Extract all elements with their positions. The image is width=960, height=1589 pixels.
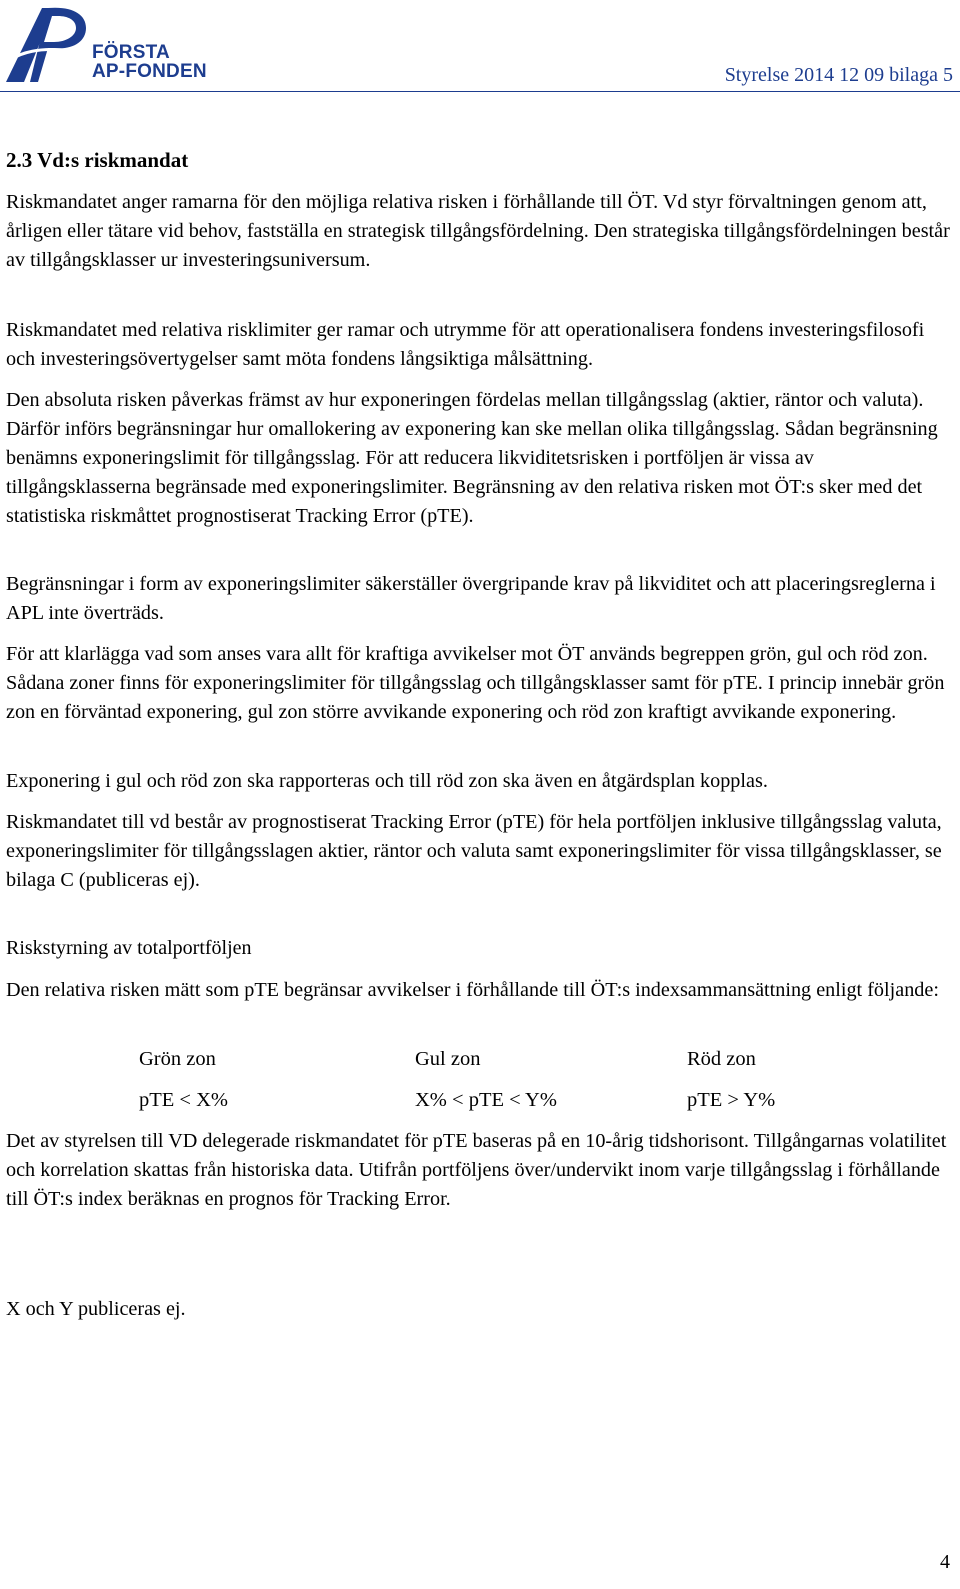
zone-red-label: Röd zon [687,1048,756,1070]
zone-header-row [6,1045,954,1074]
paragraph-5: För att klarlägga vad som anses vara allt för kraftiga avvikelser mot ÖT används begreppen grön, gul och röd zon. Sådana zoner finns för exponeringslimiter för tillgångsslag och tillgångsklasser samt för pTE. I princip innebär grön zon en förväntad exponering, gul zon större avvikande exponering och röd zon kraftigt avvikande exponering. [6,643,945,723]
zone-green-value: pTE < X% [139,1089,228,1111]
page-number: 4 [940,1551,950,1573]
logo-text-line1: FÖRSTA [92,42,170,63]
subsection-intro: Den relativa risken mätt som pTE begränsar avvikelser i förhållande till ÖT:s indexsammansättning enligt följande: [6,979,939,1001]
logo-text-line2: AP-FONDEN [92,61,207,82]
paragraph-2: Riskmandatet med relativa risklimiter ger ramar och utrymme för att operationalisera fondens investeringsfilosofi och investeringsövertygelser samt möta fondens långsiktiga målsättning. [6,319,925,370]
paragraph-3: Den absoluta risken påverkas främst av hur exponeringen fördelas mellan tillgångsslag (aktier, räntor och valuta). Därför införs begränsningar hur omallokering av exponering kan ske mellan olika tillgångsslag. Sådan begränsning benämns exponeringslimit för tillgångsslag. För att reducera likviditetsrisken i portföljen är vissa av tillgångsklasserna begränsade med exponeringslimiter. Begränsning av den relativa risken mot ÖT:s sker med det statistiska riskmåttet prognostiserat Tracking Error (pTE). [6,389,938,527]
paragraph-4: Begränsningar i form av exponeringslimiter säkerställer övergripande krav på likviditet och att placeringsreglerna i APL inte överträds. [6,573,936,624]
paragraph-1: Riskmandatet anger ramarna för den möjliga relativa risken i förhållande till ÖT. Vd styr förvaltningen genom att, årligen eller tätare vid behov, fastställa en strategisk tillgångsfördelning. Den strategiska tillgångsfördelningen består av tillgångsklasser ur investeringsuniversum. [6,191,950,271]
forsta-ap-fonden-logo [2,2,207,86]
header-divider [0,91,960,92]
paragraph-after-table: Det av styrelsen till VD delegerade riskmandatet för pTE baseras på en 10-årig tidshorisont. Tillgångarnas volatilitet och korrelation skattas från historiska data. Utifrån portföljens över/undervikt inom varje tillgångsslag i förhållande till ÖT:s index beräknas en prognos för Tracking Error. [6,1130,947,1210]
zone-red-value: pTE > Y% [687,1089,776,1111]
zone-yellow-value: X% < pTE < Y% [415,1089,557,1111]
zone-green-label: Grön zon [139,1048,216,1070]
subsection-heading: Riskstyrning av totalportföljen [6,937,252,959]
publication-note: X och Y publiceras ej. [6,1298,186,1320]
page-header [0,0,960,95]
zone-value-row [6,1086,954,1115]
paragraph-6: Exponering i gul och röd zon ska rapporteras och till röd zon ska även en åtgärdsplan kopplas. [6,770,768,792]
section-heading: 2.3 Vd:s riskmandat [6,148,189,172]
paragraph-7: Riskmandatet till vd består av prognostiserat Tracking Error (pTE) för hela portföljen inklusive tillgångsslag valuta, exponeringslimiter för tillgångsslagen aktier, räntor och valuta samt exponeringslimiter för vissa tillgångsklasser, se bilaga C (publiceras ej). [6,811,942,891]
zone-yellow-label: Gul zon [415,1048,481,1070]
document-reference: Styrelse 2014 12 09 bilaga 5 [724,64,953,86]
